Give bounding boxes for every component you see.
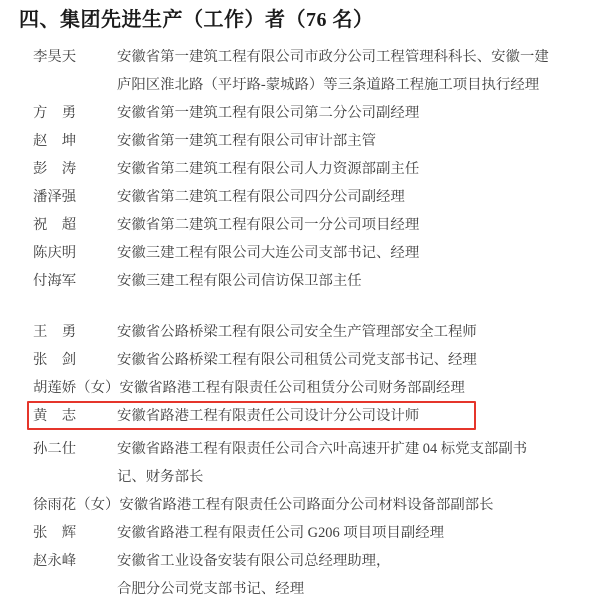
award-entry-row (33, 99, 600, 127)
awardee-position (117, 99, 419, 127)
position-line: 安徽省第二建筑工程有限公司一分公司项目经理 (117, 217, 420, 233)
position-line: 安徽省路港工程有限责任公司设计分公司设计师 (117, 408, 420, 424)
awardee-position (117, 127, 376, 155)
awardee-position (117, 346, 477, 374)
award-entry-row (33, 346, 600, 374)
award-entry-row (33, 435, 600, 491)
awardee-name: 潘泽强 (33, 189, 77, 205)
awardee-position (117, 239, 419, 267)
awardee-position (117, 211, 419, 239)
awardee-position (117, 183, 405, 211)
award-entry-row (33, 519, 600, 547)
awardee-position (117, 547, 390, 603)
position-line: 安徽省第一建筑工程有限公司第二分公司副经理 (117, 105, 420, 121)
position-line: 安徽省路港工程有限责任公司 G206 项目项目副经理 (117, 525, 444, 541)
awardee-name: 李昊天 (33, 49, 77, 65)
position-line: 记、财务部长 (117, 469, 204, 485)
awardee-name: 赵永峰 (33, 553, 77, 569)
awardee-position (117, 155, 419, 183)
position-line: 安徽省工业设备安装有限公司总经理助理， (117, 553, 391, 569)
awardee-position (119, 374, 464, 402)
position-line: 庐阳区淮北路（平圩路-蒙城路）等三条道路工程施工项目执行经理 (117, 77, 540, 93)
awardee-name: 张 辉 (33, 525, 77, 541)
awardee-name: 陈庆明 (33, 245, 77, 261)
awardee-name: 胡莲娇（女） (33, 380, 120, 396)
position-line: 安徽省路港工程有限责任公司租赁分公司财务部副经理 (119, 380, 465, 396)
award-entry-row (33, 374, 600, 402)
awardee-list (33, 43, 600, 603)
position-line: 安徽省路港工程有限责任公司路面分公司材料设备部副部长 (119, 497, 494, 513)
award-entry-row (33, 547, 600, 603)
awardee-position (117, 318, 477, 346)
awardee-position (117, 43, 549, 99)
position-line: 安徽省第二建筑工程有限公司人力资源部副主任 (117, 161, 420, 177)
awardee-name: 方 勇 (33, 105, 77, 121)
awardee-name: 黄 志 (33, 408, 77, 424)
award-entry-row (33, 239, 600, 267)
awardee-position (119, 491, 493, 519)
award-entry-row (33, 491, 600, 519)
awardee-name: 王 勇 (33, 324, 77, 340)
awardee-position (117, 519, 444, 547)
position-line: 安徽省公路桥梁工程有限公司安全生产管理部安全工程师 (117, 324, 477, 340)
award-entry-row (33, 267, 600, 295)
position-line: 安徽省第一建筑工程有限公司市政分公司工程管理科科长、安徽一建 (117, 49, 549, 65)
awardee-name: 张 剑 (33, 352, 77, 368)
award-entry-row (33, 402, 600, 430)
awardee-name: 赵 坤 (33, 133, 77, 149)
award-entry-row (33, 183, 600, 211)
position-line: 安徽省第二建筑工程有限公司四分公司副经理 (117, 189, 405, 205)
position-line: 安徽省第一建筑工程有限公司审计部主管 (117, 133, 377, 149)
position-line: 安徽三建工程有限公司大连公司支部书记、经理 (117, 245, 420, 261)
awardee-name: 徐雨花（女） (33, 497, 120, 513)
section-title: 四、集团先进生产（工作）者（76 名） (19, 9, 374, 31)
award-entry-row (33, 318, 600, 346)
position-line: 安徽省公路桥梁工程有限公司租赁公司党支部书记、经理 (117, 352, 477, 368)
award-entry-row (33, 211, 600, 239)
awardee-name: 祝 超 (33, 217, 77, 233)
position-line: 安徽省路港工程有限责任公司合六叶高速开扩建 04 标党支部副书 (117, 441, 528, 457)
award-entry-row (33, 43, 600, 99)
award-entry-row (33, 155, 600, 183)
awardee-position (117, 267, 362, 295)
awardee-name: 孙二仕 (33, 441, 77, 457)
awardee-position (117, 435, 527, 491)
awardee-name: 彭 涛 (33, 161, 77, 177)
awardee-name: 付海军 (33, 273, 77, 289)
award-entry-row (33, 127, 600, 155)
position-line: 合肥分公司党支部书记、经理 (117, 581, 305, 597)
awardee-position (117, 402, 419, 430)
position-line: 安徽三建工程有限公司信访保卫部主任 (117, 273, 362, 289)
